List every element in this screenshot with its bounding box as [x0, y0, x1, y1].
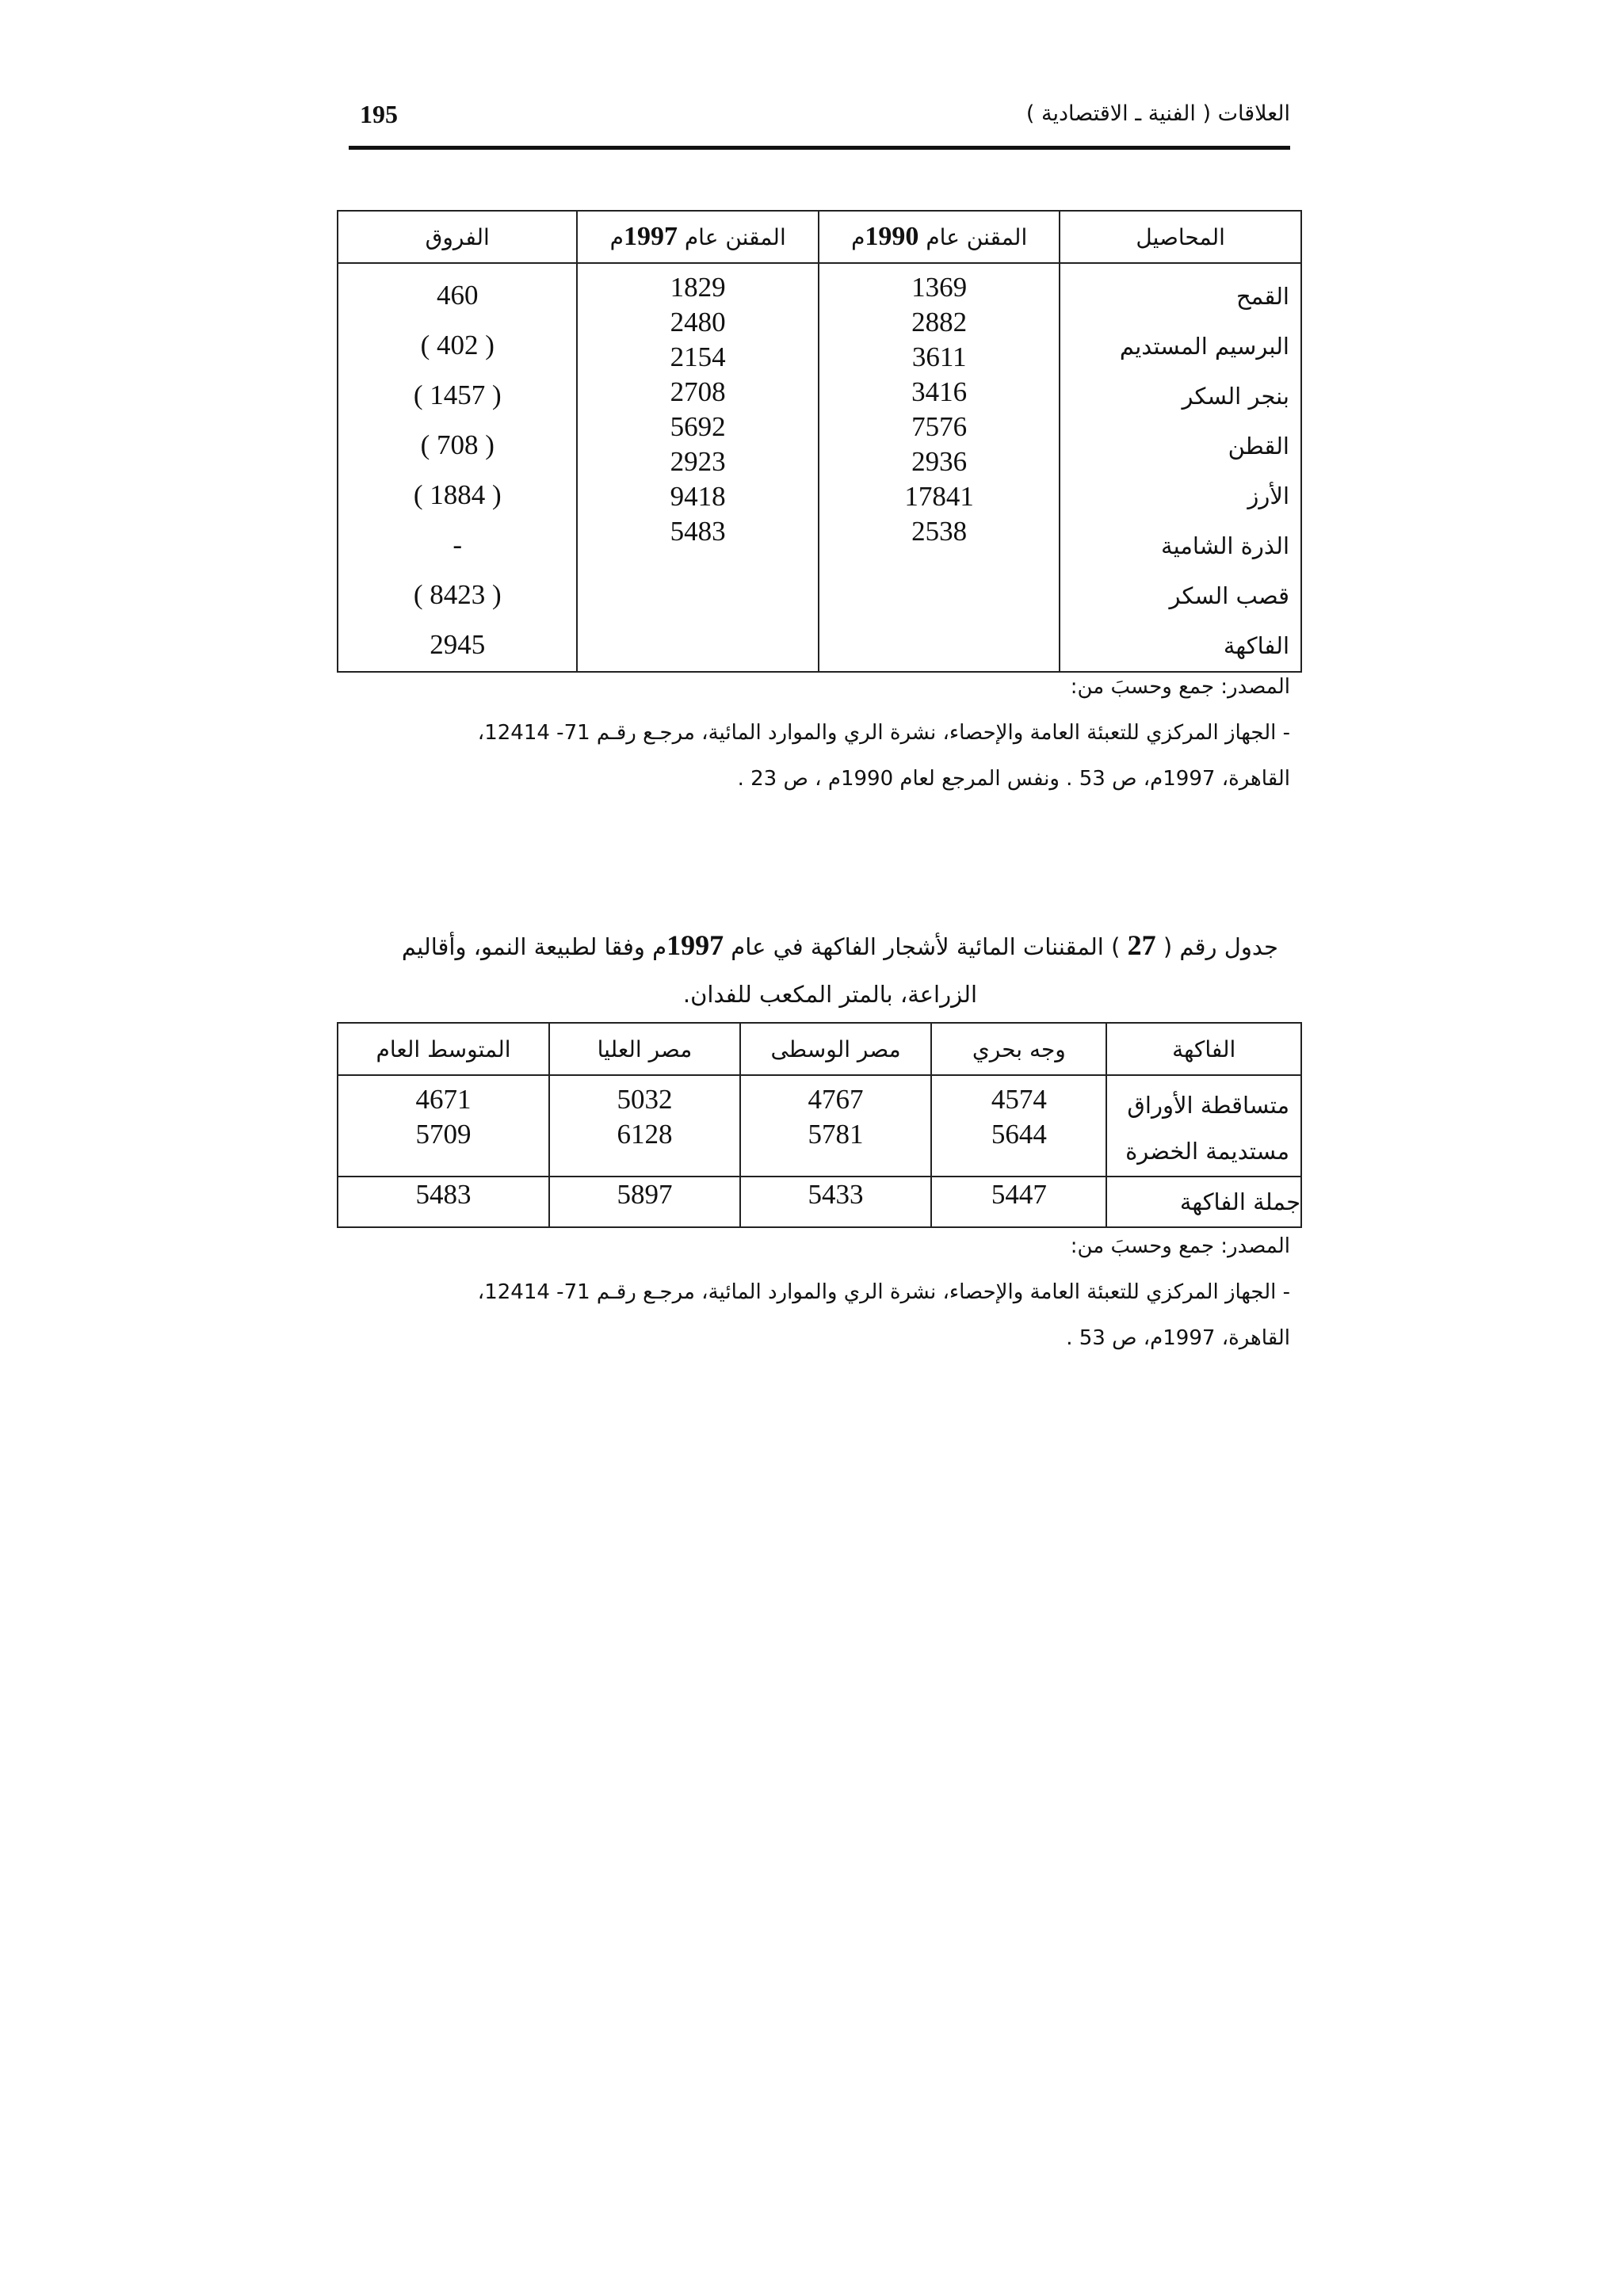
- upper-egypt-column: [549, 1075, 740, 1177]
- difference-value: -: [453, 529, 463, 560]
- crops-table-header-row: [338, 211, 1301, 263]
- source-line-1b: القاهرة، 1997م، ص 53 . ونفس المرجع لعام 1990م ، ص 23 .: [737, 767, 1290, 791]
- total-label: جملة الفاكهة: [1106, 1177, 1301, 1227]
- value-1990: 1369: [911, 272, 968, 303]
- header-fruit: الفاكهة: [1106, 1023, 1301, 1075]
- crop-name: قصب السكر: [1169, 582, 1289, 609]
- differences-column: [338, 263, 577, 672]
- value-1990: 2936: [911, 446, 968, 477]
- value-1997: 5483: [670, 516, 726, 547]
- value-cell: 5781: [808, 1119, 864, 1150]
- fruit-table-body-row: [338, 1075, 1301, 1177]
- fruit-table-total-row: [338, 1177, 1301, 1227]
- running-title: العلاقات ( الفنية ـ الاقتصادية ): [1025, 101, 1290, 126]
- header-1997: المقنن عام 1997م: [577, 211, 818, 263]
- value-1990: 7576: [911, 411, 968, 442]
- values-1997-list: [578, 270, 817, 549]
- value-cell: 5447: [931, 1177, 1106, 1227]
- fruit-water-table: [337, 1022, 1302, 1228]
- value-1990: 17841: [904, 481, 974, 512]
- crop-name: الذرة الشامية: [1161, 532, 1289, 559]
- crop-name: القطن: [1228, 433, 1289, 460]
- value-cell: 4574: [991, 1084, 1047, 1115]
- value-1997: 2923: [670, 446, 726, 477]
- value-1990: 3416: [911, 376, 968, 407]
- value-cell: 5644: [991, 1119, 1047, 1150]
- crop-name: القمح: [1235, 283, 1289, 310]
- value-1997: 9418: [670, 481, 726, 512]
- value-1997: 2708: [670, 376, 726, 407]
- header-general-average: المتوسط العام: [338, 1023, 549, 1075]
- value-cell: 5433: [740, 1177, 931, 1227]
- value-1997: 1829: [670, 272, 726, 303]
- header-rule: [349, 146, 1290, 150]
- caption-year: 1997: [666, 929, 724, 961]
- value-cell: 5897: [549, 1177, 740, 1227]
- values-1990-list: [819, 270, 1059, 549]
- general-average-column: [338, 1075, 549, 1177]
- table-27-caption: جدول رقم ( 27 ) المقننات المائية لأشجار الفاكهة في عام 1997م وفقا لطبيعة النمو، وأقاليم: [401, 929, 1278, 961]
- header-differences: الفروق: [338, 211, 577, 263]
- fruit-type-deciduous: متساقطة الأوراق: [1127, 1092, 1289, 1119]
- value-cell: 5032: [617, 1084, 673, 1115]
- difference-value: ( 1457 ): [413, 379, 502, 410]
- crops-table-body-row: [338, 263, 1301, 672]
- crop-list: [1060, 270, 1300, 671]
- crops-water-table: [337, 210, 1302, 673]
- table-number: 27: [1127, 929, 1156, 961]
- value-1997: 5692: [670, 411, 726, 442]
- difference-value: 2945: [430, 629, 486, 660]
- fruit-table-header-row: [338, 1023, 1301, 1075]
- source-line-2a: - الجهاز المركزي للتعبئة العامة والإحصاء، نشرة الري والموارد المائية، مرجـع رقـم 71- 12414،: [477, 1280, 1290, 1304]
- crop-name: البرسيم المستديم: [1119, 333, 1289, 360]
- differences-list: [338, 270, 576, 669]
- value-1997: 2154: [670, 341, 726, 372]
- value-1997: 2480: [670, 307, 726, 338]
- difference-value: ( 8423 ): [413, 579, 502, 610]
- crop-name: الأرز: [1247, 482, 1289, 509]
- values-1990-column: [819, 263, 1060, 672]
- value-cell: 4767: [808, 1084, 864, 1115]
- header-middle-egypt: مصر الوسطى: [740, 1023, 931, 1075]
- difference-value: ( 708 ): [420, 429, 495, 460]
- value-cell: 4671: [415, 1084, 472, 1115]
- crop-name: بنجر السكر: [1182, 383, 1289, 410]
- page-number: 195: [360, 100, 398, 128]
- source-line-2b: القاهرة، 1997م، ص 53 .: [1066, 1326, 1290, 1350]
- header-upper-egypt: مصر العليا: [549, 1023, 740, 1075]
- crop-name: الفاكهة: [1223, 632, 1289, 659]
- value-1990: 2538: [911, 516, 968, 547]
- source-line-1a: - الجهاز المركزي للتعبئة العامة والإحصاء، نشرة الري والموارد المائية، مرجـع رقـم 71- 12414،: [477, 721, 1290, 745]
- header-crops: المحاصيل: [1060, 211, 1301, 263]
- value-cell: 5483: [338, 1177, 549, 1227]
- source-label-2: المصدر: جمع وحسبَ من:: [1070, 1234, 1290, 1258]
- value-cell: 5709: [415, 1119, 472, 1150]
- fruit-type-evergreen: مستديمة الخضرة: [1125, 1138, 1289, 1165]
- fruit-types-column: [1106, 1075, 1301, 1177]
- value-1990: 3611: [911, 341, 967, 372]
- lower-egypt-column: [931, 1075, 1106, 1177]
- value-cell: 6128: [617, 1119, 673, 1150]
- values-1997-column: [577, 263, 818, 672]
- difference-value: ( 1884 ): [413, 479, 502, 510]
- difference-value: 460: [436, 280, 479, 311]
- header-lower-egypt: وجه بحري: [931, 1023, 1106, 1075]
- middle-egypt-column: [740, 1075, 931, 1177]
- table-27-caption-line2: الزراعة، بالمتر المكعب للفدان.: [682, 981, 977, 1008]
- value-1990: 2882: [911, 307, 968, 338]
- crops-column: [1060, 263, 1301, 672]
- running-header: [349, 101, 1290, 136]
- source-label-1: المصدر: جمع وحسبَ من:: [1070, 675, 1290, 699]
- difference-value: ( 402 ): [420, 330, 495, 360]
- header-1990: المقنن عام 1990م: [819, 211, 1060, 263]
